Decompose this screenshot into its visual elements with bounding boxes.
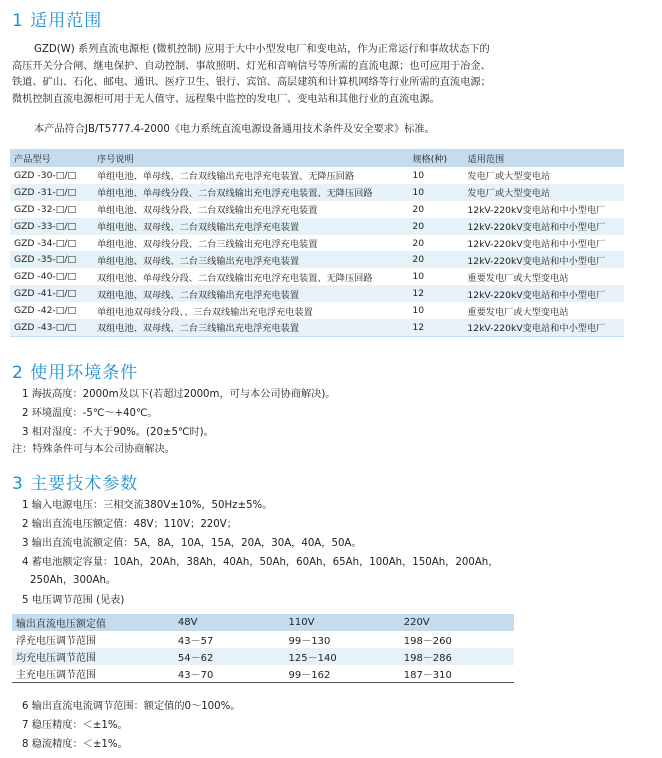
section-title-scope: 1 适用范围: [12, 11, 103, 31]
cell-110v: 99－130: [288, 636, 331, 647]
table-row: [10, 319, 624, 336]
cell-application: 12kV-220kV变电站和中小型电厂: [467, 289, 606, 301]
cell-description: 单组电池、单母线、二台双线输出充电浮充电装置、无降压回路: [96, 171, 355, 183]
cell-spec: 12: [412, 321, 425, 333]
table-header-row: [12, 614, 514, 631]
standard-statement: 本产品符合JB/T5777.4-2000《电力系统直流电源设备通用技术条件及安全要求》标准。: [34, 124, 435, 135]
table-row: [10, 251, 624, 268]
tech-battery-capacity: 4 蓄电池额定容量：10Ah，20Ah，38Ah，40Ah，50Ah，60Ah，65Ah，100Ah，150Ah，200Ah，: [22, 557, 499, 568]
cell-range-name: 浮充电压调节范围: [16, 636, 96, 647]
header-spec: 规格(种): [412, 154, 448, 165]
cell-model: GZD -32-□/□: [14, 203, 77, 215]
cell-110v: 99－162: [288, 670, 331, 681]
cell-spec: 20: [412, 220, 425, 232]
cell-spec: 10: [412, 271, 425, 283]
table-row: [10, 235, 624, 252]
table-row: [10, 218, 624, 235]
cell-110v: 125－140: [288, 653, 337, 664]
header-110v: 110V: [288, 617, 315, 628]
table-row: [12, 665, 514, 683]
tech-voltage-precision: 7 稳压精度：＜±1%。: [22, 720, 128, 731]
cell-model: GZD -35-□/□: [14, 254, 77, 266]
cell-description: 双组电池、单母线分段、二台双线输出充电浮充电装置、无降压回路: [96, 272, 373, 284]
table-row: [12, 648, 514, 665]
table-row: [10, 302, 624, 319]
table-header-row: [10, 149, 624, 167]
cell-application: 重要发电厂或大型变电站: [467, 306, 569, 318]
cell-220v: 198－260: [403, 636, 452, 647]
cell-model: GZD -31-□/□: [14, 186, 77, 198]
cell-model: GZD -34-□/□: [14, 237, 77, 249]
cell-spec: 10: [412, 186, 425, 198]
tech-output-current: 3 输出直流电流额定值：5A，8A，10A，15A，20A，30A，40A，50A。: [22, 538, 362, 549]
cell-48v: 54－62: [177, 653, 214, 664]
header-description: 序号说明: [96, 154, 134, 165]
env-altitude: 1 海拔高度：2000m及以下(若超过2000m，可与本公司协商解决)。: [22, 389, 336, 400]
cell-model: GZD -40-□/□: [14, 271, 77, 283]
tech-voltage-range-label: 5 电压调节范围 (见表): [22, 595, 125, 606]
table-row: [10, 285, 624, 302]
tech-input-voltage: 1 输入电源电压：三相交流380V±10%，50Hz±5%。: [22, 500, 273, 511]
env-temperature: 2 环境温度：-5℃～+40℃。: [22, 408, 158, 419]
cell-description: 单组电池、单母线分段、二台双线输出充电浮充电装置、无降压回路: [96, 188, 373, 200]
cell-spec: 20: [412, 237, 425, 249]
cell-spec: 20: [412, 254, 425, 266]
cell-48v: 43－70: [177, 670, 214, 681]
env-note: 注：特殊条件可与本公司协商解决。: [12, 444, 175, 455]
cell-model: GZD -33-□/□: [14, 220, 77, 232]
table-row: [10, 201, 624, 218]
table-row: [10, 268, 624, 285]
cell-model: GZD -43-□/□: [14, 321, 77, 333]
cell-application: 12kV-220kV变电站和中小型电厂: [467, 239, 606, 250]
cell-spec: 10: [412, 169, 425, 181]
cell-model: GZD -41-□/□: [14, 288, 77, 300]
cell-description: 单组电池、双母线分段、二台双线输出充电浮充电装置: [96, 205, 318, 217]
voltage-range-table: [12, 614, 514, 683]
cell-description: 单组电池、双母线、二台双线输出充电浮充电装置: [96, 222, 300, 234]
header-220v: 220V: [403, 617, 430, 628]
cell-application: 12kV-220kV变电站和中小型电厂: [467, 323, 606, 335]
tech-current-range: 6 输出直流电流调节范围：额定值的0～100%。: [22, 701, 241, 712]
table-row: [10, 184, 624, 201]
table-row: [10, 167, 624, 184]
cell-220v: 187－310: [403, 670, 452, 681]
cell-spec: 10: [412, 305, 425, 317]
header-48v: 48V: [177, 617, 198, 628]
tech-battery-capacity-cont: 250Ah，300Ah。: [30, 575, 117, 586]
scope-paragraph: [12, 42, 496, 108]
cell-description: 双组电池、双母线、二台双线输出充电浮充电装置: [96, 289, 300, 301]
cell-application: 12kV-220kV变电站和中小型电厂: [467, 205, 606, 217]
cell-spec: 12: [412, 288, 425, 300]
cell-application: 发电厂或大型变电站: [467, 171, 551, 183]
cell-48v: 43－57: [177, 636, 214, 647]
section-title-environment: 2 使用环境条件: [12, 363, 139, 383]
section-title-tech: 3 主要技术参数: [12, 474, 139, 494]
cell-range-name: 主充电压调节范围: [16, 670, 96, 681]
tech-current-precision: 8 稳流精度：＜±1%。: [22, 739, 128, 750]
cell-description: 单组电池、双母线、二台三线输出充电浮充电装置: [96, 255, 300, 267]
product-model-table: [10, 149, 624, 337]
cell-description: 单组电池、双母线分段、二台三线输出充电浮充电装置: [96, 239, 318, 250]
cell-application: 12kV-220kV变电站和中小型电厂: [467, 222, 606, 234]
cell-model: GZD -30-□/□: [14, 169, 77, 181]
header-model: 产品型号: [14, 154, 51, 165]
cell-description: 单组电池双母线分段、、三台双线输出充电浮充电装置: [96, 306, 313, 318]
header-rated-voltage: 输出直流电压额定值: [16, 619, 106, 630]
cell-range-name: 均充电压调节范围: [16, 653, 96, 664]
cell-220v: 198－286: [403, 653, 452, 664]
cell-model: GZD -42-□/□: [14, 305, 77, 317]
tech-output-voltage: 2 输出直流电压额定值：48V；110V；220V；: [22, 519, 237, 530]
cell-application: 发电厂或大型变电站: [467, 188, 551, 200]
scope-paragraph-text: GZD(W) 系列直流电源柜 (微机控制) 应用于大中小型发电厂和变电站，作为正常运行和事故状态下的高压开关分合闸、继电保护、自动控制、事故照明、灯光和音响信号等所需的直流电源；也可应用于冶金、铁道、矿山、石化、邮电、通讯、医疗卫生、银行、宾馆、高层建筑和计算机网络等行业所需的直流电源；微机控制直流电源柜可用于无人值守、远程集中监控的发电厂、变电站和其他行业的直流电源。: [12, 44, 491, 105]
cell-application: 12kV-220kV变电站和中小型电厂: [467, 255, 606, 267]
cell-application: 重要发电厂或大型变电站: [467, 272, 569, 284]
header-application: 适用范围: [467, 154, 505, 165]
cell-description: 双组电池、双母线、二台三线输出充电浮充电装置: [96, 323, 300, 335]
table-row: [12, 631, 514, 648]
env-humidity: 3 相对湿度：不大于90%。(20±5℃时)。: [22, 427, 214, 438]
cell-spec: 20: [412, 203, 425, 215]
